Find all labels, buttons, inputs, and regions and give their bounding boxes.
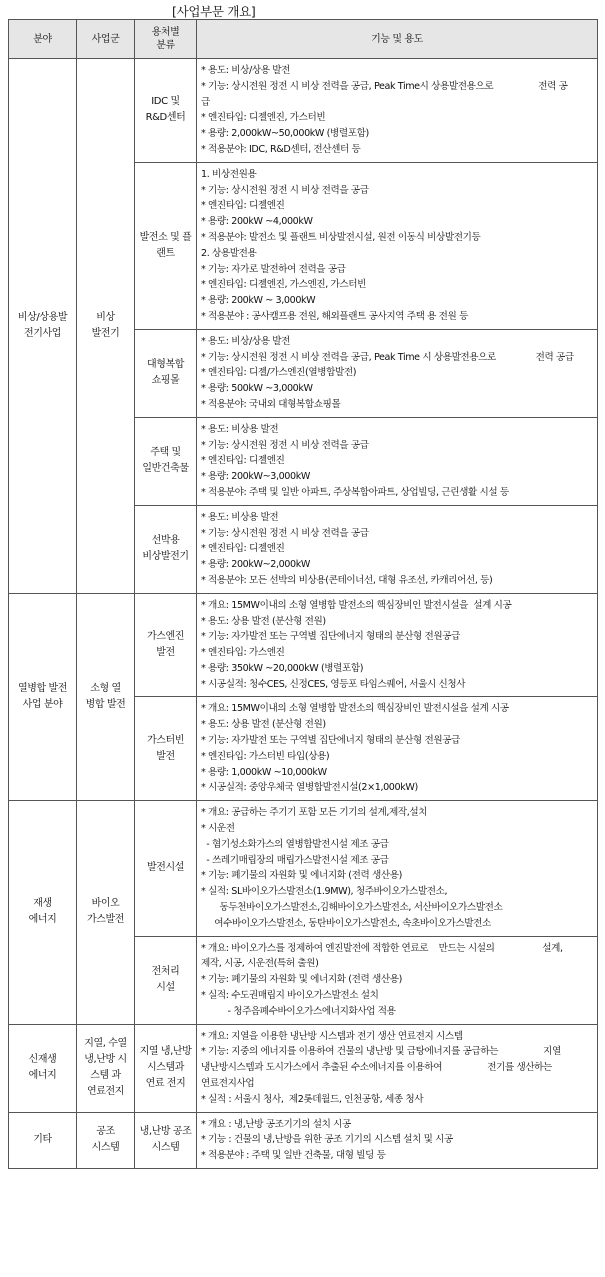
description-line: 급 (201, 96, 210, 108)
description-line: * 기능: 상시전원 정전 시 비상 전력을 공급, Peak Time 시 상용발전용으로 전력 공급 (201, 351, 574, 363)
description-line: * 적용분야: IDC, R&D센터, 전산센터 등 (201, 143, 361, 155)
header-use: 용처별 분류 (135, 20, 197, 59)
description-line: * 시공실적: 청수CES, 신정CES, 영등포 타임스퀘어, 서울시 신청사 (201, 678, 466, 690)
group-cell: 비상 발전기 (77, 59, 135, 594)
header-function: 기능 및 용도 (197, 20, 598, 59)
description-line: * 실적 : 서울시 청사, 제2롯데월드, 인천공항, 세종 청사 (201, 1093, 424, 1105)
description-line: * 엔진타입: 디젤/가스엔진(열병합발전) (201, 367, 357, 379)
description-line: * 용량: 200kW~3,000kW (201, 471, 310, 483)
table-row (9, 59, 598, 163)
group-cell: 공조 시스템 (77, 1112, 135, 1168)
table-caption: [사업부문 개요] (172, 4, 256, 19)
use-cell: IDC 및 R&D센터 (135, 59, 197, 163)
description-line: * 용도: 비상용 발전 (201, 423, 279, 435)
description-line: * 기능 : 건물의 냉,난방을 위한 공조 기기의 시스템 설치 및 시공 (201, 1134, 453, 1146)
use-cell: 지열 냉,난방 시스템과 연료 전지 (135, 1024, 197, 1112)
description-cell (197, 593, 598, 697)
description-line: * 용량: 200kW ~4,000kW (201, 216, 313, 228)
use-cell: 가스터빈 발전 (135, 697, 197, 801)
description-line: - 혐기성소화가스의 열병합발전시설 제조 공급 (201, 838, 389, 850)
business-overview-table (8, 19, 598, 1169)
field-cell: 신재생 에너지 (9, 1024, 77, 1112)
description-line: * 적용분야: 국내외 대형복합쇼핑몰 (201, 398, 341, 410)
description-line: 연료전지사업 (201, 1078, 255, 1090)
description-line: * 기능: 자가발전 또는 구역별 집단에너지 형태의 분산형 전원공급 (201, 631, 460, 643)
description-line: * 기능: 폐기물의 자원화 및 에너지화 (전력 생산용) (201, 974, 402, 986)
group-cell: 바이오 가스발전 (77, 801, 135, 1024)
description-line: 동두천바이오가스발전소,김해바이오가스발전소, 서산바이오가스발전소 (201, 902, 503, 914)
group-cell: 지열, 수열 냉,난방 시 스템 과 연료전지 (77, 1024, 135, 1112)
use-cell: 대형복합 쇼핑몰 (135, 329, 197, 417)
description-cell (197, 417, 598, 505)
description-cell (197, 1024, 598, 1112)
description-line: * 기능: 폐기물의 자원화 및 에너지화 (전력 생산용) (201, 870, 402, 882)
description-line: * 시공실적: 중앙우체국 열병합발전시설(2×1,000kW) (201, 782, 418, 794)
description-cell (197, 801, 598, 936)
group-cell: 소형 열 병합 발전 (77, 593, 135, 801)
description-cell (197, 329, 598, 417)
table-row (9, 1024, 598, 1112)
description-cell (197, 697, 598, 801)
description-line: * 엔진타입: 가스터빈 타입(상용) (201, 750, 330, 762)
use-cell: 발전시설 (135, 801, 197, 936)
description-line: * 용도: 비상용 발전 (201, 511, 279, 523)
description-line: * 시운전 (201, 823, 235, 835)
use-cell: 전처리 시설 (135, 936, 197, 1024)
description-line: 여수바이오가스발전소, 동탄바이오가스발전소, 속초바이오가스발전소 (201, 917, 491, 929)
description-line: 1. 비상전원용 (201, 168, 257, 180)
description-line: * 용량: 200kW~2,000kW (201, 559, 310, 571)
description-line: - 쓰레기매립장의 매립가스발전시설 제조 공급 (201, 854, 389, 866)
description-line: * 용량: 500kW ~3,000kW (201, 383, 313, 395)
description-cell (197, 1112, 598, 1168)
use-cell: 선박용 비상발전기 (135, 505, 197, 593)
description-line: * 적용분야 : 주택 및 일반 건축물, 대형 빌딩 등 (201, 1150, 386, 1162)
description-line: * 개요: 15MW이내의 소형 열병합 발전소의 핵심장비인 발전시설을 설계 시공 (201, 599, 512, 611)
header-field: 분야 (9, 20, 77, 59)
description-line: * 기능: 자가로 발전하여 전력을 공급 (201, 263, 346, 275)
description-line: * 기능: 지중의 에너지를 이용하여 건물의 냉난방 및 급탕에너지를 공급하는 지열 (201, 1046, 561, 1058)
description-line: * 용량: 200kW ~ 3,000kW (201, 295, 316, 307)
description-line: * 용도: 상용 발전 (분산형 전원) (201, 615, 326, 627)
description-line: * 용량: 1,000kW ~10,000kW (201, 766, 327, 778)
description-line: * 엔진타입: 디젤엔진 (201, 543, 285, 555)
description-line: * 개요 : 냉,난방 공조기기의 설치 시공 (201, 1118, 351, 1130)
description-line: 2. 상용발전용 (201, 247, 257, 259)
description-line: * 용량: 2,000kW~50,000kW (병렬포함) (201, 128, 369, 140)
field-cell: 열병합 발전 사업 분야 (9, 593, 77, 801)
description-line: * 기능: 상시전원 정전 시 비상 전력을 공급 (201, 184, 369, 196)
description-cell (197, 59, 598, 163)
description-line: * 엔진타입: 가스엔진 (201, 647, 285, 659)
description-line: 냉난방시스템과 도시가스에서 추출된 수소에너지를 이용하여 전기를 생산하는 (201, 1062, 552, 1074)
description-line: * 엔진타입: 디젤엔진, 가스엔진, 가스터빈 (201, 279, 367, 291)
description-line: * 개요: 공급하는 주기기 포함 모든 기기의 설계,제작,설치 (201, 807, 428, 819)
table-row (9, 593, 598, 697)
description-line: * 개요: 15MW이내의 소형 열병합 발전소의 핵심장비인 발전시설을 설계 시공 (201, 703, 509, 715)
description-line: 제작, 시공, 시운전(특허 출원) (201, 958, 319, 970)
field-cell: 재생 에너지 (9, 801, 77, 1024)
description-line: * 용도: 상용 발전 (분산형 전원) (201, 719, 326, 731)
description-cell (197, 162, 598, 329)
use-cell: 가스엔진 발전 (135, 593, 197, 697)
description-line: * 용도: 비상/상용 발전 (201, 65, 290, 76)
description-line: * 적용분야 : 공사캠프용 전원, 해외플랜트 공사지역 주택 용 전원 등 (201, 310, 468, 322)
description-line: * 엔진타입: 디젤엔진 (201, 200, 285, 212)
table-row (9, 801, 598, 936)
table-row (9, 1112, 598, 1168)
use-cell: 주택 및 일반건축물 (135, 417, 197, 505)
description-cell (197, 936, 598, 1024)
description-line: * 적용분야: 발전소 및 플랜트 비상발전시설, 원전 이동식 비상발전기등 (201, 231, 481, 243)
field-cell: 비상/상용발 전기사업 (9, 59, 77, 594)
description-line: * 실적: SL바이오가스발전소(1.9MW), 청주바이오가스발전소, (201, 886, 448, 898)
description-line: * 적용분야: 모든 선박의 비상용(콘테이너선, 대형 유조선, 카캐리어선, 등) (201, 574, 493, 586)
description-line: * 개요: 바이오가스를 정제하여 엔진발전에 적합한 연료로 만드는 시설의 설계, (201, 942, 563, 954)
description-line: * 실적: 수도권매립지 바이오가스발전소 설치 (201, 990, 379, 1002)
header-row (9, 20, 598, 59)
header-group: 사업군 (77, 20, 135, 59)
description-line: * 기능: 상시전원 정전 시 비상 전력을 공급 (201, 527, 369, 539)
description-line: * 용량: 350kW ~20,000kW (병렬포함) (201, 662, 364, 674)
description-line: * 엔진타입: 디젤엔진, 가스터빈 (201, 112, 326, 124)
description-cell (197, 505, 598, 593)
description-line: - 청주음폐수바이오가스에너지화사업 적용 (201, 1005, 396, 1017)
description-line: * 개요: 지열을 이용한 냉난방 시스템과 전기 생산 연료전지 시스템 (201, 1030, 463, 1042)
description-line: * 기능: 자가발전 또는 구역별 집단에너지 형태의 분산형 전원공급 (201, 735, 460, 747)
description-line: * 기능: 상시전원 정전 시 비상 전력을 공급 (201, 439, 369, 451)
description-line: * 적용분야: 주택 및 일반 아파트, 주상복합아파트, 상업빌딩, 근린생활 시설 등 (201, 486, 509, 498)
description-line: * 기능: 상시전원 정전 시 비상 전력을 공급, Peak Time시 상용발전용으로 전력 공 (201, 80, 568, 92)
description-line: * 엔진타입: 디젤엔진 (201, 455, 285, 467)
use-cell: 냉,난방 공조 시스템 (135, 1112, 197, 1168)
table-body (9, 59, 598, 1169)
description-line: * 용도: 비상/상용 발전 (201, 335, 290, 347)
use-cell: 발전소 및 플 랜트 (135, 162, 197, 329)
field-cell: 기타 (9, 1112, 77, 1168)
